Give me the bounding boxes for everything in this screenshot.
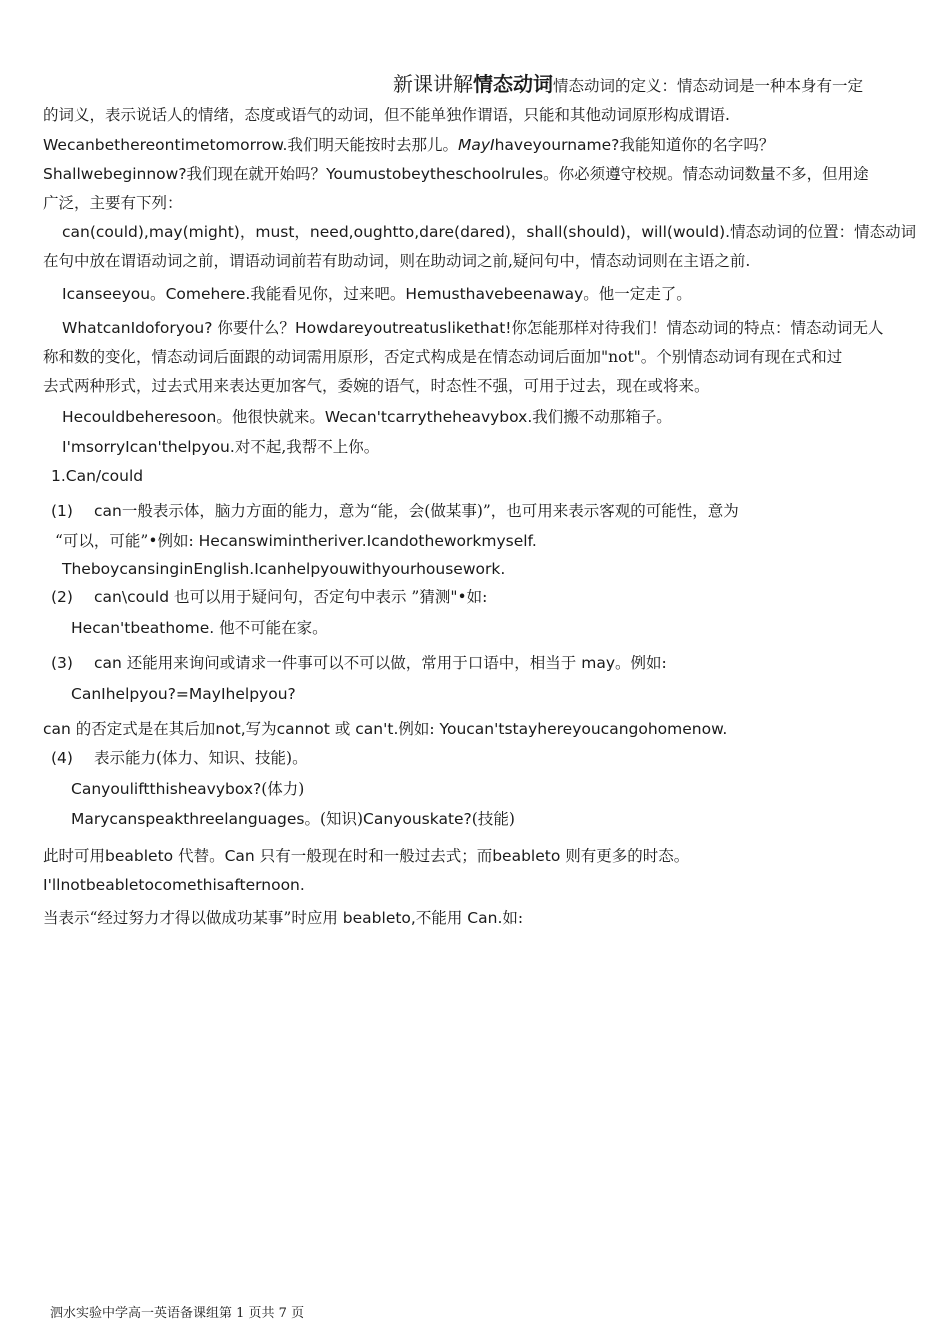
keyword: can [43,720,71,738]
point-text: 。例如: [615,654,667,672]
example-en: I'msorryIcan'thelpyou. [62,438,235,456]
features-line-3: 去式两种形式，过去式用来表达更加客气，委婉的语气，时态性不强，可用于过去，现在或将来。 [43,377,710,395]
alternative-line [43,845,689,867]
text: 不能用 [415,909,463,927]
point-text: 也可以用于疑问句，否定句中表示 ”猜测"•如: [173,588,488,606]
intro-line-7: 在句中放在谓语动词之前，谓语动词前若有助动词，则在助动词之前,疑问句中，情态动词则在主语之前. [43,252,751,270]
alternative-example: I'llnotbeabletocomethisafternoon. [43,876,305,894]
point-4-example-2 [71,808,515,830]
modal-list-cn: 情态动词的位置：情态动词 [730,223,917,241]
header-prefix: 新课讲解 [393,72,473,96]
point-text: 还能用来询问或请求一件事可以不可以做，常用于口语中，相当于 [126,654,577,672]
example-en: Howdareyoutreatuslikethat! [294,319,512,337]
example-cn: 。 [150,285,166,303]
point-3-example: CanIhelpyou?=MayIhelpyou? [71,685,296,703]
text: 写为 [245,720,277,738]
example-cn: 。你必须遵守校规。情态动词数量不多，但用途 [543,165,869,183]
example-cn: (技能) [471,810,515,828]
text: 的否定式是在其后加 [75,720,216,738]
example-cn: 你怎能那样对待我们！情态动词的特点：情态动词无人 [511,319,884,337]
point-number: (4) [51,749,73,767]
example-cn: 。(知识) [304,810,364,828]
example-cn: 我们搬不动那箱子。 [532,408,672,426]
keyword: Can. [467,909,503,927]
point-number: (2) [51,588,73,606]
example-en: Youcan'tstayhereyoucangohomenow. [439,720,728,738]
point-2 [51,586,487,608]
example-en: Youmustobeytheschoolrules [326,165,544,183]
point-4-example-1 [71,778,304,800]
example-cn: 我能知道你的名字吗？ [619,136,775,154]
keyword: may [581,654,616,672]
example-cn: 对不起,我帮不上你。 [234,438,380,456]
point-1 [51,500,739,522]
example-en: Wecanbethereontimetomorrow. [43,136,288,154]
intro-example-line-1 [43,134,774,156]
section-heading: 1.Can/could [51,467,144,485]
point-text: 表示能力(体力、知识、技能)。 [94,749,308,767]
text: 如: [502,909,524,927]
text: 或 [334,720,351,738]
example-en-italic: MayI [457,136,495,154]
example-cn: 我们现在就开始吗？ [186,165,327,183]
example-line-4 [62,436,379,458]
point-number: (1) [51,502,73,520]
text: 只有一般现在时和一般过去式；而 [259,847,493,865]
example-cn: (体力) [261,780,305,798]
keyword: not, [215,720,246,738]
point-text: “可以，可能”•例如: [55,532,194,550]
example-line-2 [62,317,884,339]
keyword: can [94,502,122,520]
text: 代替。 [178,847,225,865]
point-1-line-3: TheboycansinginEnglish.Icanhelpyouwithyourhousework. [62,560,506,578]
intro-line-2: 的词义，表示说话人的情绪，态度或语气的动词，但不能单独作谓语，只能和其他动词原形构成谓语. [43,106,730,124]
header-line [393,71,863,99]
keyword: can\could [94,588,170,606]
example-en: Hecouldbeheresoon [62,408,217,426]
page-title: 情态动词 [473,72,553,96]
example-en: Hecan'tbeathome. [71,619,215,637]
last-line [43,907,523,929]
point-number: (3) [51,654,73,672]
intro-example-line-2 [43,163,869,185]
modal-verb-list [62,221,916,243]
features-line-2: 称和数的变化，情态动词后面跟的动词需用原形，否定式构成是在情态动词后面加"not"。个别情态动词有现在式和过 [43,348,843,366]
example-en: WhatcanIdoforyou? [62,319,213,337]
example-en: Hemusthavebeenaway [405,285,584,303]
example-en: Comehere. [165,285,251,303]
example-en: Icanseeyou [62,285,151,303]
example-en: Wecan'tcarrytheheavybox. [324,408,533,426]
point-4 [51,747,308,769]
example-cn: 。他一定走了。 [583,285,692,303]
example-line-1 [62,283,692,305]
example-en: Shallwebeginnow? [43,165,187,183]
example-cn: 。他很快就来。 [216,408,325,426]
point-1-line-2 [55,530,537,552]
example-cn: 我能看见你，过来吧。 [250,285,406,303]
text: 当表示“经过努力才得以做成功某事”时应用 [43,909,338,927]
keyword: Can [224,847,255,865]
keyword: beableto, [342,909,416,927]
example-cn: 你要什么？ [217,319,295,337]
keyword: can [94,654,122,672]
keyword: beableto [105,847,174,865]
example-en: Canyouliftthisheavybox? [71,780,262,798]
keyword: can't. [355,720,399,738]
example-en: Marycanspeakthreelanguages [71,810,305,828]
example-line-3 [62,406,672,428]
modal-list-en: can(could),may(might)，must，need,oughtto,dare(dared)，shall(should)，will(would). [62,223,731,241]
point-2-example [71,617,328,639]
page-footer: 泗水实验中学高一英语备课组第 1 页共 7 页 [50,1306,305,1321]
intro-start: 情态动词的定义：情态动词是一种本身有一定 [553,77,864,95]
example-en: haveyourname? [494,136,620,154]
keyword: beableto [492,847,561,865]
intro-line-5: 广泛，主要有下列： [43,194,183,212]
example-cn: 他不可能在家。 [219,619,328,637]
text: 则有更多的时态。 [565,847,690,865]
negative-form-line [43,718,727,740]
text: 例如: [398,720,435,738]
point-text: 一般表示体，脑力方面的能力，意为“能，会(做某事)”，也可用来表示客观的可能性，意为 [121,502,739,520]
point-3 [51,652,667,674]
example-en: Canyouskate? [363,810,472,828]
example-cn: 我们明天能按时去那儿。 [287,136,458,154]
keyword: cannot [276,720,330,738]
example-en: Hecanswimintheriver.Icandotheworkmyself. [198,532,537,550]
text: 此时可用 [43,847,106,865]
